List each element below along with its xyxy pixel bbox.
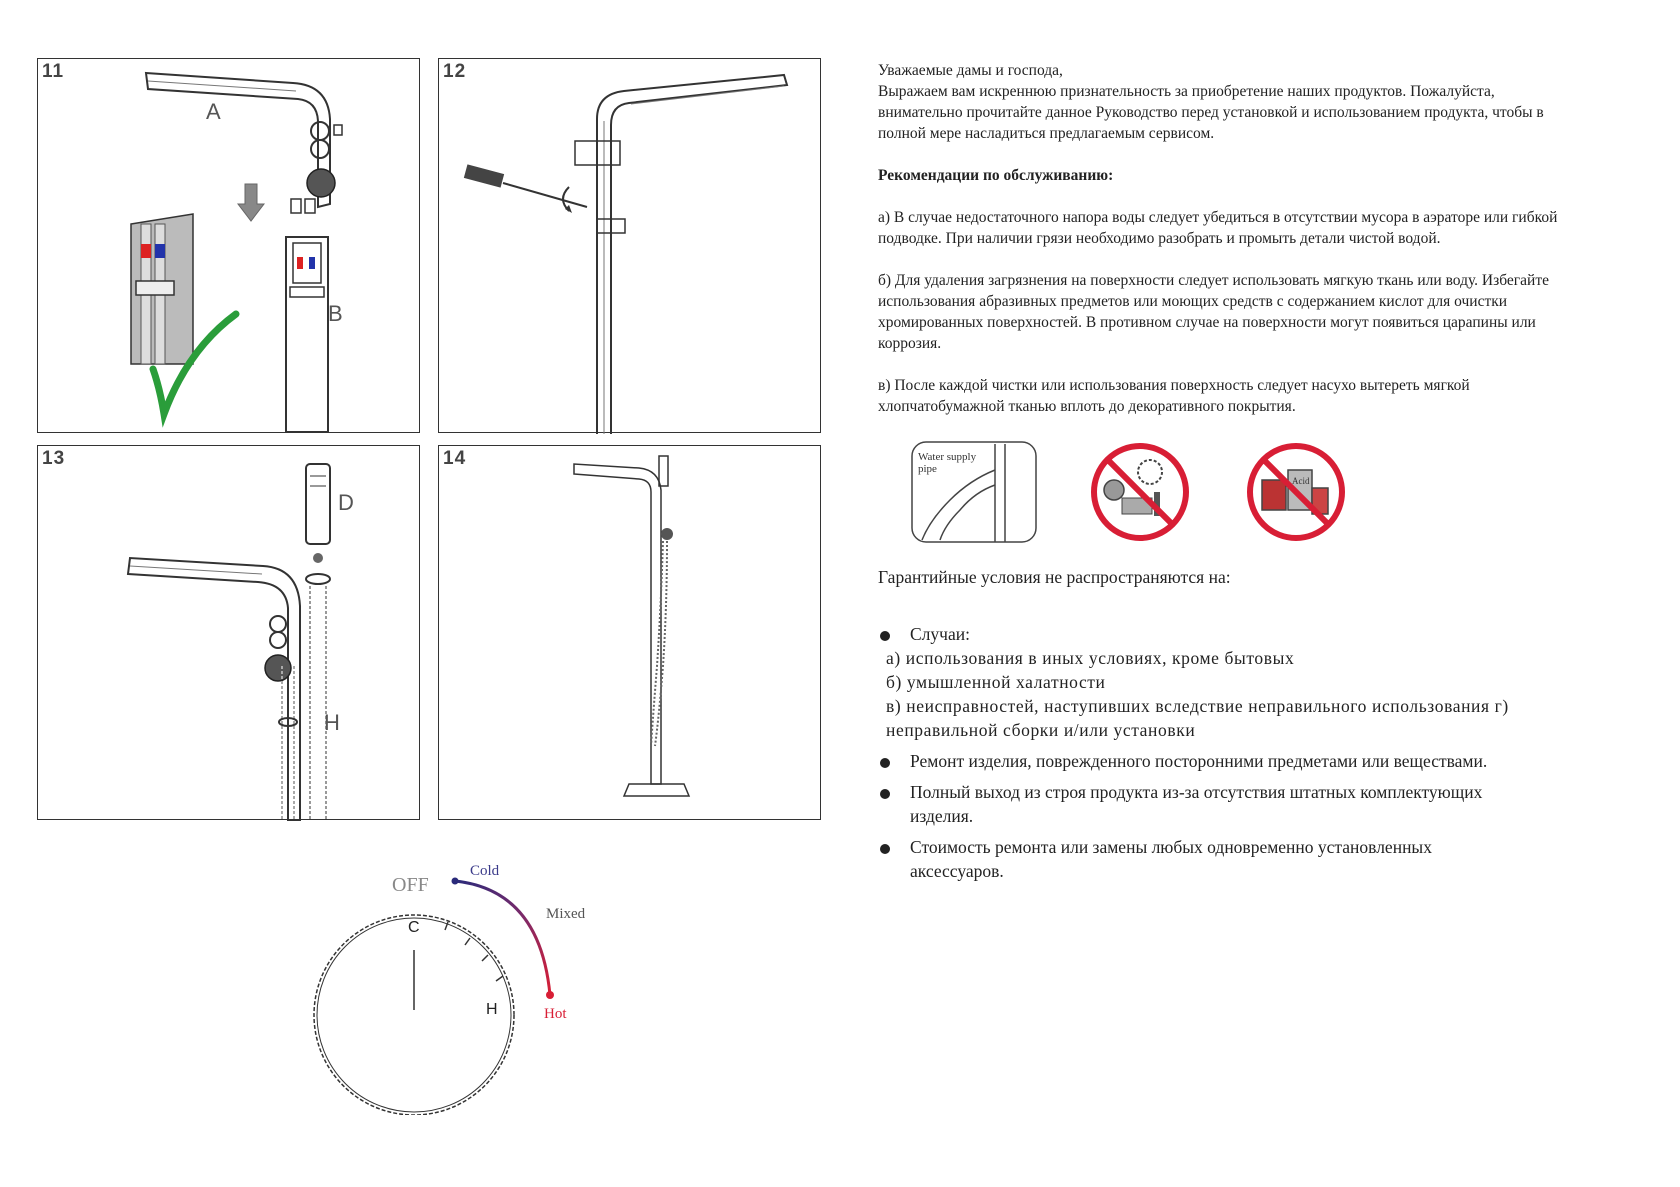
step-14-illustration — [439, 446, 822, 821]
maintenance-c-line: в) После каждой чистки или использования поверхность следует насухо вытереть мягкой — [878, 377, 1470, 394]
label-h: H — [324, 710, 340, 735]
bullet-icon — [880, 631, 890, 641]
step-11-illustration — [38, 59, 421, 434]
warranty-item-line: изделия. — [910, 806, 974, 826]
warranty-item — [878, 749, 1638, 773]
warranty-title: Гарантийные условия не распространяются на: — [878, 567, 1231, 587]
maintenance-b-line: использования абразивных предметов или моющих средств с содержанием кислот для очистки — [878, 293, 1508, 310]
maintenance-b-line: хромированных поверхностей. В противном случае на поверхности могут появиться царапины или — [878, 314, 1536, 331]
label-b: B — [328, 301, 343, 326]
maintenance-title: Рекомендации по обслуживанию: — [878, 167, 1114, 184]
warranty-item — [878, 780, 1638, 828]
step-number: 14 — [443, 448, 467, 469]
acid-label: Acid — [1292, 476, 1310, 486]
step-number: 12 — [443, 61, 467, 82]
warranty-item-line: Стоимость ремонта или замены любых одновременно установленных — [910, 837, 1432, 857]
warranty-subitem: неправильной сборки и/или установки — [886, 720, 1196, 740]
label-d: D — [338, 490, 354, 515]
greeting: Уважаемые дамы и господа, — [878, 62, 1063, 79]
step-14-panel — [438, 445, 821, 820]
dial-off-label: OFF — [392, 874, 429, 896]
dial-h-label: H — [486, 1001, 498, 1018]
warranty-item-title: Случаи: — [910, 624, 970, 644]
maintenance-a-line: а) В случае недостаточного напора воды следует убедиться в отсутствии мусора в аэраторе или гибкой — [878, 209, 1558, 226]
no-abrasives-icon — [1088, 440, 1192, 544]
temperature-dial — [300, 855, 600, 1115]
step-number: 11 — [42, 61, 65, 82]
no-acid-icon — [1244, 440, 1348, 544]
step-11-panel — [37, 58, 420, 433]
step-12-illustration — [439, 59, 822, 434]
maintenance-b-line: коррозия. — [878, 335, 942, 352]
water-supply-pipe-icon — [910, 440, 1038, 544]
warranty-list — [878, 622, 1638, 883]
warranty-subitem: б) умышленной халатности — [886, 672, 1106, 692]
step-13-illustration — [38, 446, 421, 821]
maintenance-b-line: б) Для удаления загрязнения на поверхности следует использовать мягкую ткань или воду. Избегайте — [878, 272, 1549, 289]
water-pipe-label-2: pipe — [918, 463, 937, 475]
warranty-subitem: в) неисправностей, наступивших вследствие неправильного использования г) — [886, 696, 1509, 716]
warranty-item-line: аксессуаров. — [910, 861, 1004, 881]
intro-line: полной мере насладиться предлагаемым сервисом. — [878, 125, 1215, 142]
step-13-panel — [37, 445, 420, 820]
dial-c-label: C — [408, 919, 420, 936]
intro-line: Выражаем вам искреннюю признательность за приобретение наших продуктов. Пожалуйста, — [878, 83, 1495, 100]
dial-hot-label: Hot — [544, 1006, 567, 1022]
warranty-item-text: Ремонт изделия, поврежденного посторонними предметами или веществами. — [910, 751, 1488, 771]
step-number: 13 — [42, 448, 66, 469]
bullet-icon — [880, 789, 890, 799]
bullet-icon — [880, 844, 890, 854]
intro-line: внимательно прочитайте данное Руководство перед установкой и использованием продукта, чтобы в — [878, 104, 1544, 121]
warranty-item — [878, 835, 1638, 883]
dial-mixed-label: Mixed — [546, 906, 586, 922]
bullet-icon — [880, 758, 890, 768]
dial-cold-label: Cold — [470, 863, 500, 879]
warranty-item-line: Полный выход из строя продукта из-за отсутствия штатных комплектующих — [910, 782, 1483, 802]
step-12-panel — [438, 58, 821, 433]
water-pipe-label: Water supply — [918, 451, 977, 463]
maintenance-c-line: хлопчатобумажной тканью вплоть до декоративного покрытия. — [878, 398, 1296, 415]
instructions-text — [878, 60, 1638, 417]
warranty-item — [878, 622, 1638, 742]
label-a: A — [206, 99, 221, 124]
maintenance-a-line: подводке. При наличии грязи необходимо разобрать и промыть детали чистой водой. — [878, 230, 1441, 247]
warranty-subitem: а) использования в иных условиях, кроме бытовых — [886, 648, 1295, 668]
